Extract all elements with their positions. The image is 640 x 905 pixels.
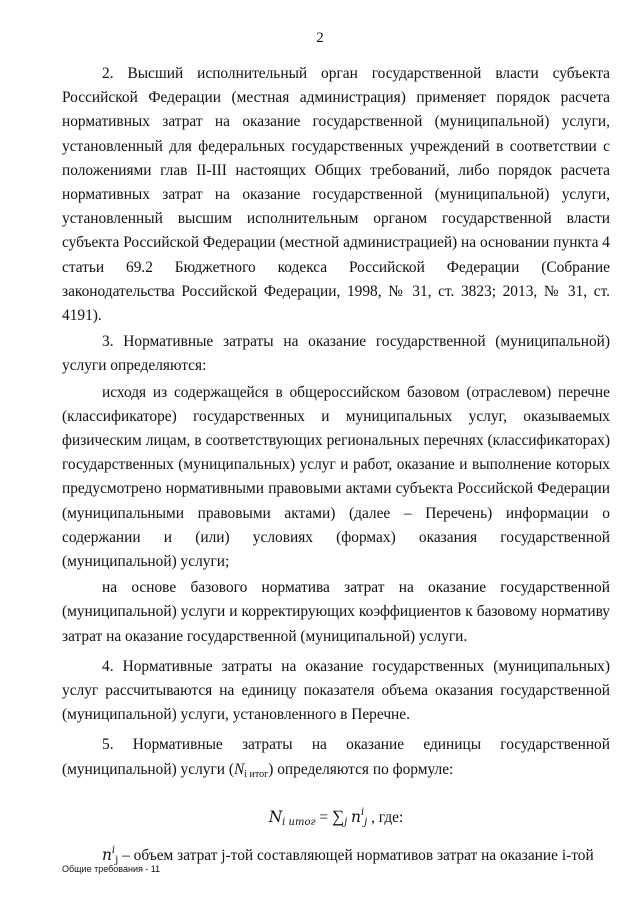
formula-sum-sign: ∑ xyxy=(331,806,345,826)
formula-inline-var: $N_{i итог}$ xyxy=(233,760,269,780)
paragraph-5-text-after: ) определяются по формуле: xyxy=(268,760,454,778)
paragraph-3b: на основе базового норматива затрат на оказание государственной (муниципальной) услуги и корректирующих коэффициентов к базовому нормативу затрат на оказание государственной (муниципальной) услуги. xyxy=(62,579,610,645)
paragraph-5 xyxy=(62,733,610,786)
paragraph-2: 2. Высший исполнительный орган государственной власти субъекта Российской Федерации (местная администрация) применяет порядок расчета нормативных затрат на оказание государственной (муниципальной) услуги, установленный для федеральных государственных учреждений в соответствии с положениями глав II-III настоящих Общих требований, либо порядок расчета нормативных затрат на оказание государственной (муниципальной) услуги, установленный высшим исполнительным органом государственной власти субъекта Российской Федерации (местной администрацией) на основании пункта 4 статьи 69.2 Бюджетного кодекса Российской Федерации (Собрание законодательства Российской Федерации, 1998, № 31, ст. 3823; 2013, № 31, ст. 4191). xyxy=(62,65,610,325)
footer-label: Общие требования - 11 xyxy=(62,864,161,874)
page-number: 2 xyxy=(316,30,324,46)
paragraph-4: 4. Нормативные затраты на оказание государственных (муниципальных) услуг рассчитываются на единицу показателя объема оказания государственной (муниципальной) услуги, установленного в Перечне. xyxy=(62,657,610,724)
paragraph-5-text-before: 5. Нормативные затраты на оказание единицы государственной (муниципальной) услуги ( xyxy=(62,736,610,778)
formula-equals: = xyxy=(315,808,332,826)
formula xyxy=(62,801,610,835)
paragraph-3a: исходя из содержащейся в общероссийском базовом (отраслевом) перечне (классификаторе) государственных и муниципальных услуг, оказываемых физическим лицам, в соответствующих региональных перечнях (классификаторах) государственных (муниципальных) услуг и работ, оказание и выполнение которых предусмотрено нормативными правовыми актами субъекта Российской Федерации (муниципальными правовыми актами) (далее – Перечень) информации о содержании и (или) условиях (формах) оказания государственной (муниципальной) услуги; xyxy=(62,383,610,571)
formula-sum-index: j xyxy=(344,816,348,828)
paragraph-6-text: – объем затрат j-той составляющей нормативов затрат на оказание i-той xyxy=(118,846,594,864)
formula-lhs: $N_{i итог}$ xyxy=(268,807,316,828)
formula-term: $n^i_j$ xyxy=(102,844,119,866)
paragraph-3: 3. Нормативные затраты на оказание государственной (муниципальной) услуги определяются: xyxy=(62,333,610,375)
document-body xyxy=(62,62,610,873)
formula-rhs: $n^i_j$ xyxy=(351,806,368,828)
formula-tail: , где: xyxy=(367,808,404,826)
